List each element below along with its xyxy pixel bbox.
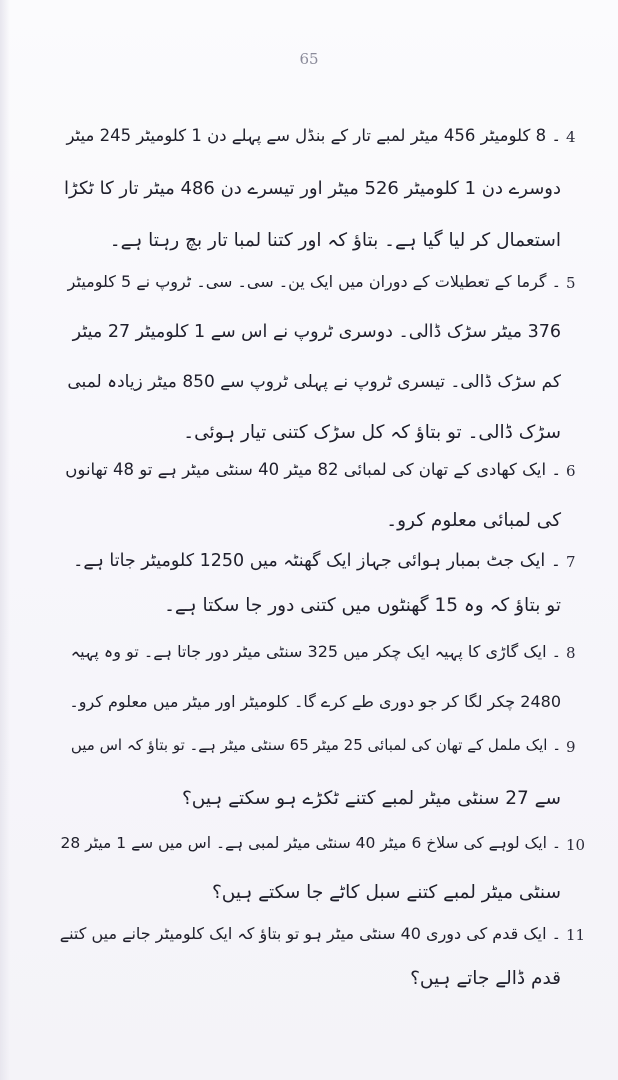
problem-line: ۔ گرما کے تعطیلات کے دوران میں ایک ین۔ سی۔ سی۔ ٹروپ نے 5 کلومیٹر <box>67 272 561 291</box>
page-binding-shadow <box>0 0 10 1080</box>
problem-line: قدم ڈالے جاتے ہیں؟ <box>410 968 561 989</box>
problem-number: 8 <box>566 644 576 662</box>
problem-line: 2480 چکر لگا کر جو دوری طے کرے گا۔ کلومیٹر اور میٹر میں معلوم کرو۔ <box>69 692 561 711</box>
problem-line: کم سڑک ڈالی۔ تیسری ٹروپ نے پہلی ٹروپ سے 850 میٹر زیادہ لمبی <box>67 372 561 392</box>
problem-10 <box>60 836 596 932</box>
problem-line: سنٹی میٹر لمبے کتنے سبل کاٹے جا سکتے ہیں؟ <box>211 882 561 903</box>
problem-number: 6 <box>566 462 576 480</box>
problem-line: ۔ ایک جٹ بمبار ہوائی جہاز ایک گھنٹہ میں 1250 کلومیٹر جاتا ہے۔ <box>73 551 561 571</box>
problem-line: تو بتاؤ کہ وہ 15 گھنٹوں میں کتنی دور جا سکتا ہے۔ <box>164 595 561 616</box>
problem-line: 376 میٹر سڑک ڈالی۔ دوسری ٹروپ نے اس سے 1 کلومیٹر 27 میٹر <box>72 322 561 342</box>
problem-number: 11 <box>566 926 586 944</box>
problem-number: 4 <box>566 128 576 146</box>
problem-number: 9 <box>566 738 576 756</box>
problem-7 <box>60 553 596 641</box>
problem-line: کی لمبائی معلوم کرو۔ <box>386 510 561 531</box>
page-number: 65 <box>299 50 319 68</box>
problem-line: ۔ ایک گاڑی کا پہیہ ایک چکر میں 325 سنٹی میٹر دور جاتا ہے۔ تو وہ پہیہ <box>70 642 561 661</box>
problem-line: دوسرے دن 1 کلومیٹر 526 میٹر اور تیسرے دن 486 میٹر تار کا ٹکڑا <box>64 178 561 199</box>
problem-line: سڑک ڈالی۔ تو بتاؤ کہ کل سڑک کتنی تیار ہوئی۔ <box>183 422 561 443</box>
problem-line: استعمال کر لیا گیا ہے۔ بتاؤ کہ اور کتنا لمبا تار بچ رہتا ہے۔ <box>109 230 561 251</box>
problem-line: ۔ ایک قدم کی دوری 40 سنٹی میٹر ہو تو بتاؤ کہ ایک کلومیٹر جانے میں کتنے <box>59 924 561 943</box>
problem-line: ۔ ایک ململ کے تھان کی لمبائی 25 میٹر 65 سنٹی میٹر ہے۔ تو بتاؤ کہ اس میں <box>70 736 561 754</box>
problem-number: 10 <box>566 836 586 854</box>
problem-number: 5 <box>566 274 576 292</box>
problem-line: ۔ ایک کھادی کے تھان کی لمبائی 82 میٹر 40 سنٹی میٹر ہے تو 48 تھانوں <box>65 460 561 479</box>
problem-line: سے 27 سنٹی میٹر لمبے کتنے ٹکڑے ہو سکتے ہیں؟ <box>181 788 561 809</box>
problem-5 <box>60 274 596 474</box>
problem-9 <box>60 738 596 842</box>
problem-line: ۔ ایک لوہے کی سلاخ 6 میٹر 40 سنٹی میٹر لمبی ہے۔ اس میں سے 1 میٹر 28 <box>60 834 561 852</box>
problem-6 <box>60 462 596 562</box>
problem-line: ۔ 8 کلومیٹر 456 میٹر لمبے تار کے بنڈل سے پہلے دن 1 کلومیٹر 245 میٹر <box>66 126 561 145</box>
problem-number: 7 <box>566 553 576 571</box>
problem-8 <box>60 644 596 744</box>
problem-11 <box>60 926 596 1014</box>
problem-4 <box>60 128 596 284</box>
